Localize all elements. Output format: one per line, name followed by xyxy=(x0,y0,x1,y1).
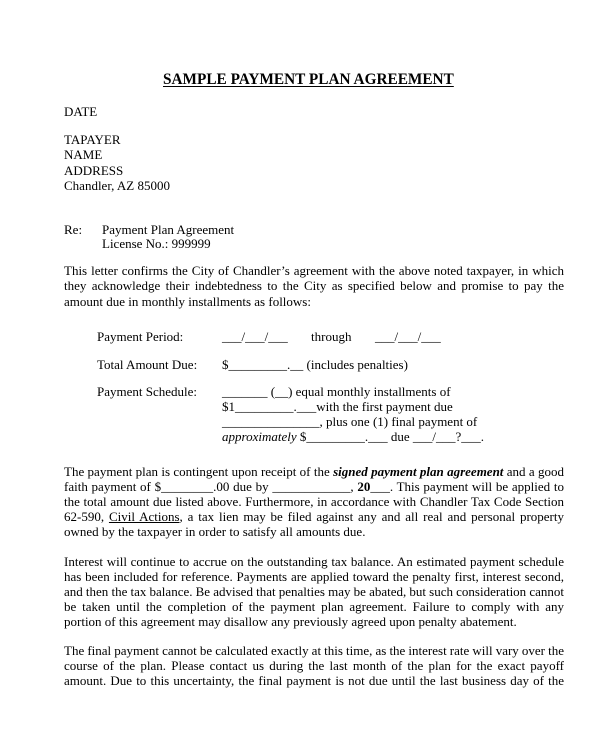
text-line xyxy=(64,263,564,279)
text-run: Civil Actions xyxy=(108,508,180,524)
text-run: 20 xyxy=(357,478,371,494)
reference-details xyxy=(102,223,234,251)
text-line-content xyxy=(64,509,564,524)
text-run: and a good xyxy=(503,463,564,479)
text-run: the total amount due listed above. Furthermore, in accordance with Chandler Tax Code Section xyxy=(64,493,564,509)
text-run: they acknowledge their indebtedness to the City as specified below and promise to pay the xyxy=(64,278,564,293)
total-amount-label: Total Amount Due: xyxy=(97,356,198,372)
text-line-content xyxy=(64,278,564,293)
text-run: $1_________.___with the first payment due xyxy=(222,398,453,414)
text-run: portion of this agreement may disallow any previously agreed upon penalty abatement. xyxy=(64,613,517,629)
text-run: owned by the taxpayer in order to satisfy all amounts due. xyxy=(64,523,366,539)
text-line-content xyxy=(64,263,564,278)
final-payment-paragraph xyxy=(64,643,564,688)
text-run: Interest will continue to accrue on the outstanding tax balance. An estimated payment schedule xyxy=(64,553,564,569)
recipient-city: Chandler, AZ 85000 xyxy=(64,178,170,194)
text-line-content xyxy=(64,294,311,309)
text-line xyxy=(64,599,564,614)
text-run: approximately xyxy=(222,429,297,445)
text-line xyxy=(64,464,564,479)
text-line xyxy=(64,643,564,658)
payment-period-row xyxy=(0,329,600,344)
text-line xyxy=(64,294,564,310)
total-amount-row xyxy=(0,357,600,372)
text-run: _______ (__) equal monthly installments of xyxy=(222,383,451,399)
text-line xyxy=(64,278,564,294)
contingency-paragraph xyxy=(64,464,564,539)
text-line-content xyxy=(222,399,453,414)
text-run: $_________.___ due ___/___?___. xyxy=(296,429,485,445)
reference-block xyxy=(64,223,564,253)
text-run: faith payment of $________.00 due by ____________, xyxy=(64,478,358,494)
payment-schedule-details xyxy=(222,384,484,445)
text-line-content xyxy=(64,554,564,569)
text-run: _______________, plus one (1) final payment of xyxy=(222,414,478,430)
text-run: signed payment plan agreement xyxy=(333,463,504,479)
text-line-content xyxy=(64,584,564,599)
payment-period-through: through xyxy=(311,328,352,344)
text-line-content xyxy=(64,464,564,479)
text-line-content xyxy=(64,599,564,614)
text-run: ___. This payment will be applied to xyxy=(370,478,564,494)
text-run: The final payment cannot be calculated exactly at this time, as the interest rate will vary over the xyxy=(64,642,564,658)
reference-label: Re: xyxy=(64,222,83,237)
text-line xyxy=(64,569,564,584)
text-run: , a tax lien may be filed against any and all real and personal property xyxy=(179,508,564,524)
recipient-taxpayer: TAPAYER xyxy=(64,132,121,147)
recipient-address: ADDRESS xyxy=(64,162,124,178)
text-run: be taken until the completion of the payment plan agreement. Failure to comply with any xyxy=(64,598,564,614)
text-line-content xyxy=(64,658,564,673)
text-line xyxy=(222,384,484,399)
text-line xyxy=(64,584,564,599)
text-run: and then the tax balance. Be advised that penalties may be abated, but such consideration cannot xyxy=(64,583,564,599)
text-run: amount. Due to this uncertainty, the final payment is not due until the last business day of the xyxy=(64,672,564,688)
text-line xyxy=(222,414,484,429)
text-line xyxy=(64,524,564,539)
document-title: SAMPLE PAYMENT PLAN AGREEMENT xyxy=(163,71,454,88)
payment-period-start-blank: ___/___/___ xyxy=(222,328,288,344)
recipient-address-block xyxy=(64,132,170,194)
text-line-content xyxy=(64,479,564,494)
license-number: License No.: 999999 xyxy=(102,236,211,251)
intro-paragraph xyxy=(64,263,564,310)
text-line xyxy=(64,509,564,524)
reference-subject: Payment Plan Agreement xyxy=(102,222,235,237)
text-line-content xyxy=(64,643,564,658)
payment-schedule-label: Payment Schedule: xyxy=(97,383,198,399)
text-line xyxy=(222,399,484,414)
date-label: DATE xyxy=(64,104,98,119)
text-run: 62-590, xyxy=(64,508,109,524)
text-line-content xyxy=(64,614,517,629)
text-line xyxy=(64,479,564,494)
total-amount-blank: $_________.__ (includes penalties) xyxy=(222,356,408,372)
text-run: has been included for reference. Payments are applied toward the penalty first, interest second, xyxy=(64,568,564,584)
text-run: course of the plan. Please contact us during the last month of the plan for the exact payoff xyxy=(64,657,564,673)
text-run: This letter confirms the City of Chandler’s agreement with the above noted taxpayer, in which xyxy=(64,262,564,278)
text-line xyxy=(64,554,564,569)
payment-period-end-blank: ___/___/___ xyxy=(375,328,441,344)
text-line xyxy=(64,658,564,673)
text-line xyxy=(64,494,564,509)
text-line-content xyxy=(64,673,564,688)
text-line-content xyxy=(222,429,484,444)
text-line xyxy=(222,429,484,444)
text-line xyxy=(64,614,564,629)
text-run: The payment plan is contingent upon receipt of the xyxy=(64,463,334,479)
text-line-content xyxy=(64,524,365,539)
text-line-content xyxy=(222,414,477,429)
text-line-content xyxy=(64,569,564,584)
text-line-content xyxy=(64,494,564,509)
payment-period-label: Payment Period: xyxy=(97,328,184,344)
text-run: amount due in monthly installments as follows: xyxy=(64,293,311,309)
interest-paragraph xyxy=(64,554,564,629)
text-line-content xyxy=(222,384,451,399)
text-line xyxy=(64,673,564,688)
recipient-name: NAME xyxy=(64,147,103,163)
